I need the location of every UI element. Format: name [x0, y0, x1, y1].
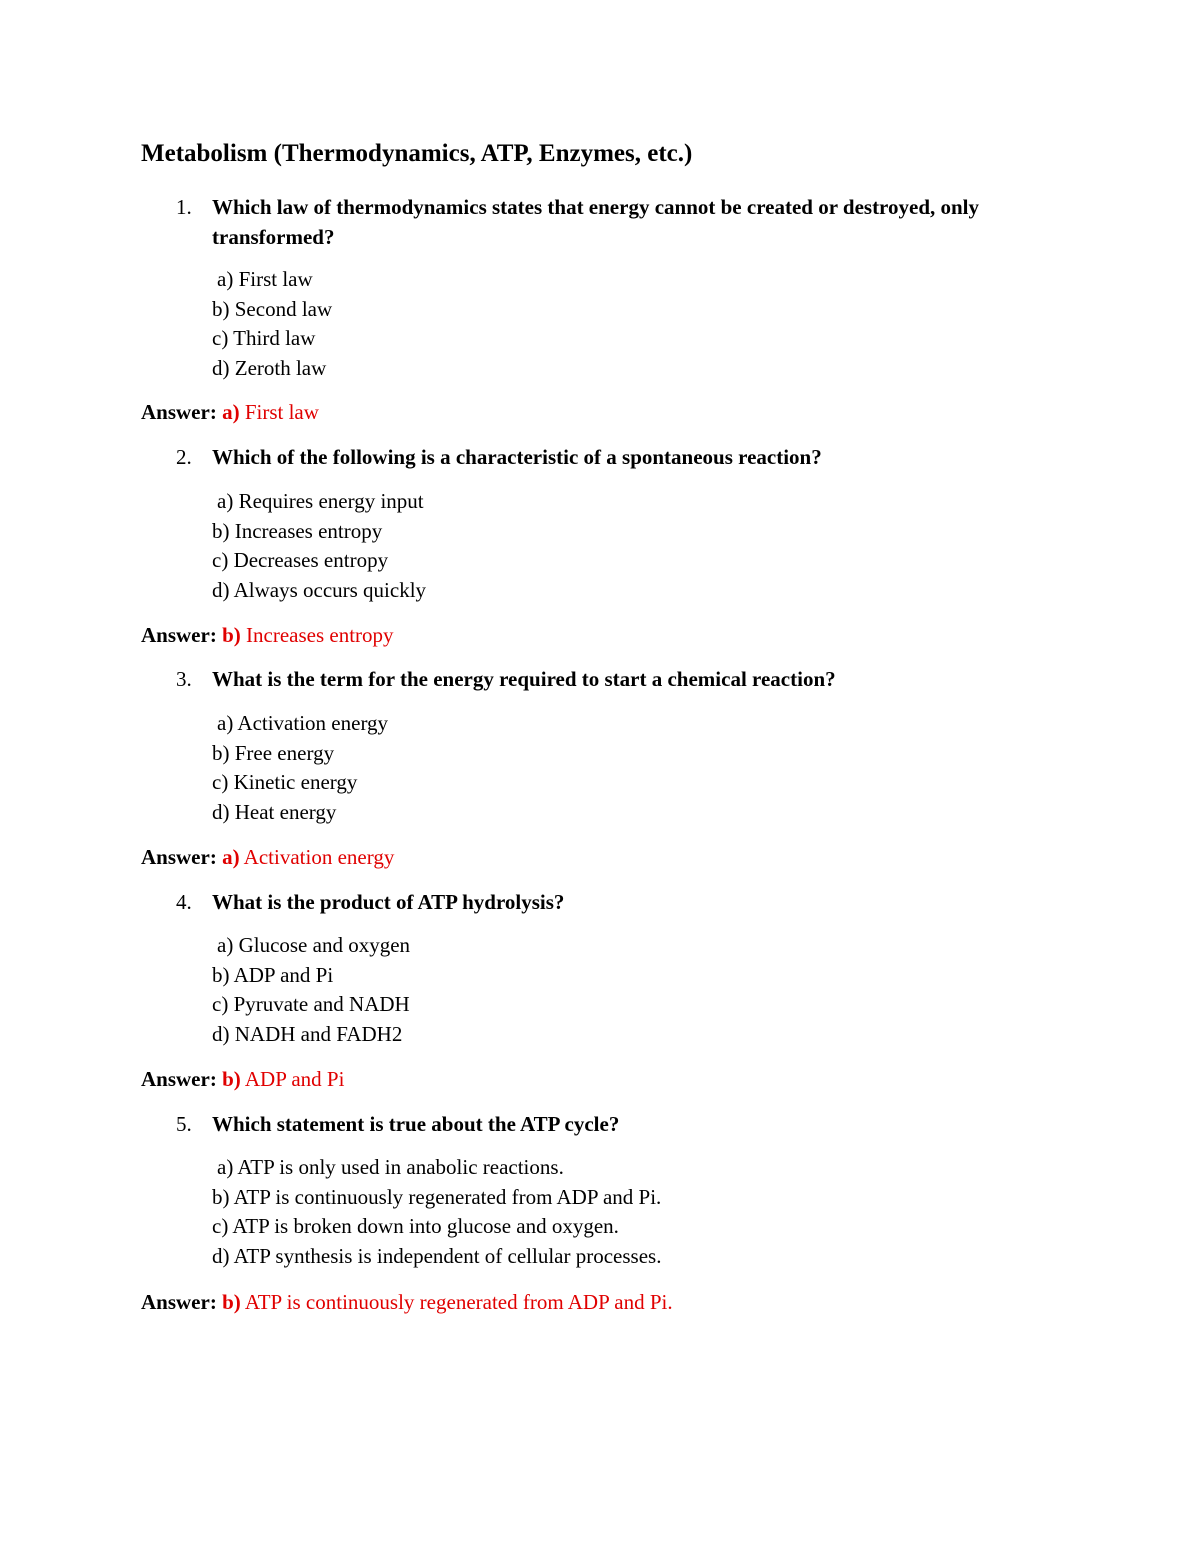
option-b: b) ATP is continuously regenerated from ADP and Pi. — [212, 1184, 662, 1209]
option-b: b) Free energy — [212, 740, 335, 765]
answer-letter: a) — [222, 400, 240, 424]
answer-text: First law — [244, 400, 319, 424]
option-d: d) ATP synthesis is independent of cellular processes. — [212, 1243, 662, 1268]
question-text: Which of the following is a characteristic of a spontaneous reaction? — [212, 445, 822, 469]
option-b: b) Second law — [212, 296, 333, 321]
page-title: Metabolism (Thermodynamics, ATP, Enzymes, etc.) — [141, 140, 693, 167]
option-b: b) ADP and Pi — [212, 962, 334, 987]
answer-colon: : — [209, 400, 223, 424]
answer-colon: : — [209, 1067, 223, 1091]
option-c: c) ATP is broken down into glucose and oxygen. — [212, 1214, 619, 1239]
question-text: What is the product of ATP hydrolysis? — [212, 890, 565, 914]
option-a: a) ATP is only used in anabolic reactions. — [217, 1155, 564, 1179]
answer-label: Answer — [141, 845, 210, 869]
question-text: Which statement is true about the ATP cycle? — [212, 1112, 620, 1136]
option-a: a) First law — [217, 267, 313, 291]
question-text: Which law of thermodynamics states that energy cannot be created or destroyed, only transformed? — [212, 195, 980, 249]
options-list-5 — [212, 1153, 661, 1271]
answer-label: Answer — [141, 400, 210, 424]
answer-1 — [141, 397, 319, 427]
option-d: d) NADH and FADH2 — [212, 1021, 403, 1046]
answer-letter: b) — [222, 623, 241, 647]
question-text: What is the term for the energy required to start a chemical reaction? — [212, 667, 836, 691]
option-a: a) Glucose and oxygen — [217, 933, 411, 957]
answer-text: ATP is continuously regenerated from ADP and Pi. — [244, 1290, 673, 1314]
answer-text: Increases entropy — [246, 623, 394, 647]
question-number: 3. — [176, 667, 192, 691]
option-c: c) Third law — [212, 326, 316, 351]
option-a: a) Requires energy input — [217, 489, 424, 513]
question-number: 2. — [176, 445, 192, 469]
answer-colon: : — [209, 845, 223, 869]
answer-letter: b) — [222, 1067, 241, 1091]
option-c: c) Kinetic energy — [212, 770, 358, 795]
question-number: 1. — [176, 195, 192, 219]
answer-letter: a) — [222, 845, 240, 869]
options-list-2 — [212, 487, 426, 605]
answer-2 — [141, 620, 394, 650]
options-list-1 — [212, 265, 332, 383]
answer-5 — [141, 1287, 673, 1317]
options-list-3 — [212, 709, 388, 827]
option-d: d) Always occurs quickly — [212, 577, 427, 602]
answer-label: Answer — [141, 1067, 210, 1091]
answer-text: ADP and Pi — [244, 1067, 345, 1091]
answer-text: Activation energy — [243, 845, 395, 869]
question-number: 5. — [176, 1112, 192, 1136]
answer-4 — [141, 1064, 344, 1094]
answer-colon: : — [209, 623, 223, 647]
answer-label: Answer — [141, 623, 210, 647]
option-d: d) Heat energy — [212, 799, 337, 824]
options-list-4 — [212, 931, 410, 1049]
option-c: c) Pyruvate and NADH — [212, 992, 410, 1017]
answer-colon: : — [209, 1290, 223, 1314]
option-a: a) Activation energy — [217, 711, 389, 735]
option-c: c) Decreases entropy — [212, 548, 389, 573]
question-number: 4. — [176, 890, 192, 914]
option-b: b) Increases entropy — [212, 518, 383, 543]
answer-3 — [141, 842, 394, 872]
answer-label: Answer — [141, 1290, 210, 1314]
answer-letter: b) — [222, 1290, 241, 1314]
option-d: d) Zeroth law — [212, 355, 327, 380]
